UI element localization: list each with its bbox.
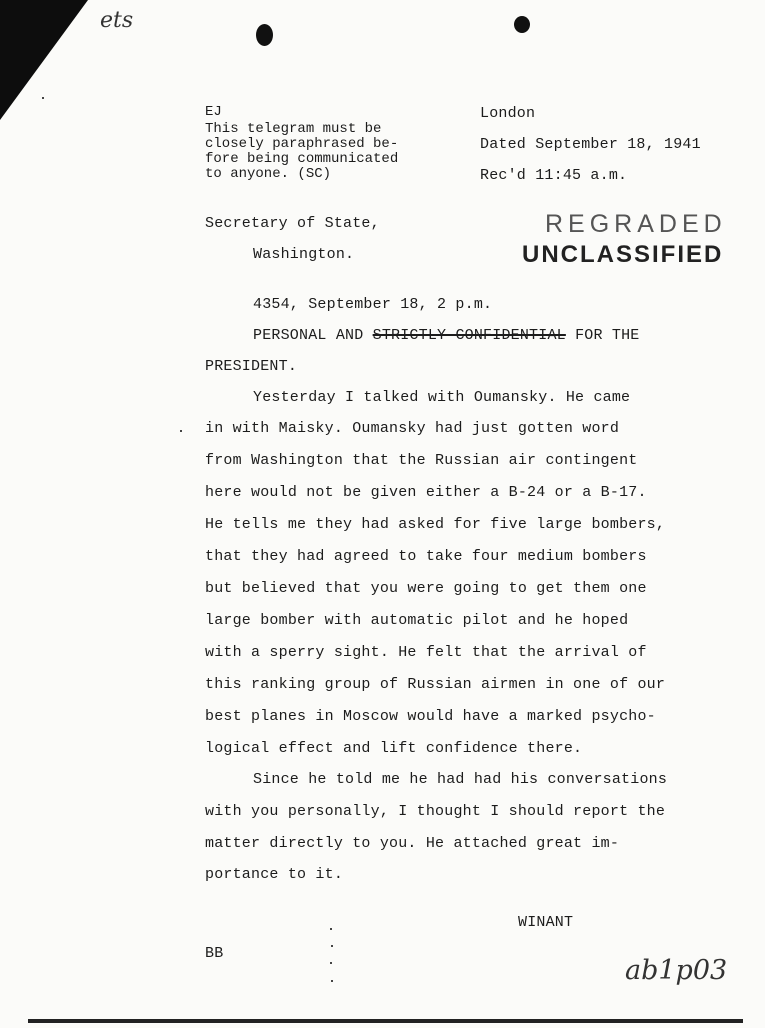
classification-line (253, 327, 639, 344)
punch-hole-right (514, 16, 530, 33)
declassification-stamp-line1: REGRADED (545, 210, 727, 238)
header-note-line: closely paraphrased be- (205, 136, 399, 152)
telegram-date: Dated September 18, 1941 (480, 136, 701, 153)
bottom-edge-line (28, 1019, 743, 1023)
addressee-city: Washington. (253, 246, 355, 263)
classification-struck: STRICTLY CONFIDENTIAL (372, 327, 566, 344)
scan-speck (330, 962, 332, 964)
body-line: from Washington that the Russian air contingent (205, 452, 638, 469)
classification-continued: PRESIDENT. (205, 358, 298, 375)
classification-part1: PERSONAL AND (253, 327, 364, 344)
body-line: that they had agreed to take four medium bombers (205, 548, 647, 565)
header-note-line: fore being communicated (205, 151, 399, 167)
telegram-received: Rec'd 11:45 a.m. (480, 167, 628, 184)
scan-speck (330, 928, 332, 930)
scan-speck (331, 945, 333, 947)
body-line: here would not be given either a B-24 or a B-17. (205, 484, 647, 501)
header-note-line: to anyone. (SC) (205, 166, 332, 182)
header-initials: EJ (205, 104, 222, 120)
body-line: Yesterday I talked with Oumansky. He came (253, 389, 631, 406)
body-line: matter directly to you. He attached great im- (205, 835, 620, 852)
scan-speck (42, 97, 44, 99)
body-line: with a sperry sight. He felt that the arrival of (205, 644, 647, 661)
telegram-origin: London (480, 105, 536, 122)
body-line: but believed that you were going to get them one (205, 580, 647, 597)
body-line: portance to it. (205, 866, 344, 883)
body-line: with you personally, I thought I should report the (205, 803, 666, 820)
header-note-line: This telegram must be (205, 121, 382, 137)
body-line: this ranking group of Russian airmen in one of our (205, 676, 666, 693)
addressee: Secretary of State, (205, 215, 380, 232)
declassification-stamp-line2: UNCLASSIFIED (522, 241, 724, 268)
body-line: in with Maisky. Oumansky had just gotten word (205, 420, 620, 437)
body-line: Since he told me he had had his conversations (253, 771, 668, 788)
punch-hole-left (256, 24, 273, 46)
body-line: large bomber with automatic pilot and he hoped (205, 612, 629, 629)
top-left-scribble: ets (100, 8, 134, 33)
body-line: best planes in Moscow would have a marked psycho- (205, 708, 656, 725)
scan-speck (331, 980, 333, 982)
signature: WINANT (518, 914, 574, 931)
footer-initials: BB (205, 945, 224, 962)
body-line: He tells me they had asked for five large bombers, (205, 516, 666, 533)
body-line: logical effect and lift confidence there. (205, 740, 583, 757)
handwritten-file-number: ab1p03 (625, 955, 728, 986)
scan-speck (180, 430, 182, 432)
scan-corner-shadow (0, 0, 88, 120)
message-reference: 4354, September 18, 2 p.m. (253, 296, 493, 313)
classification-part2: FOR THE (575, 327, 640, 344)
